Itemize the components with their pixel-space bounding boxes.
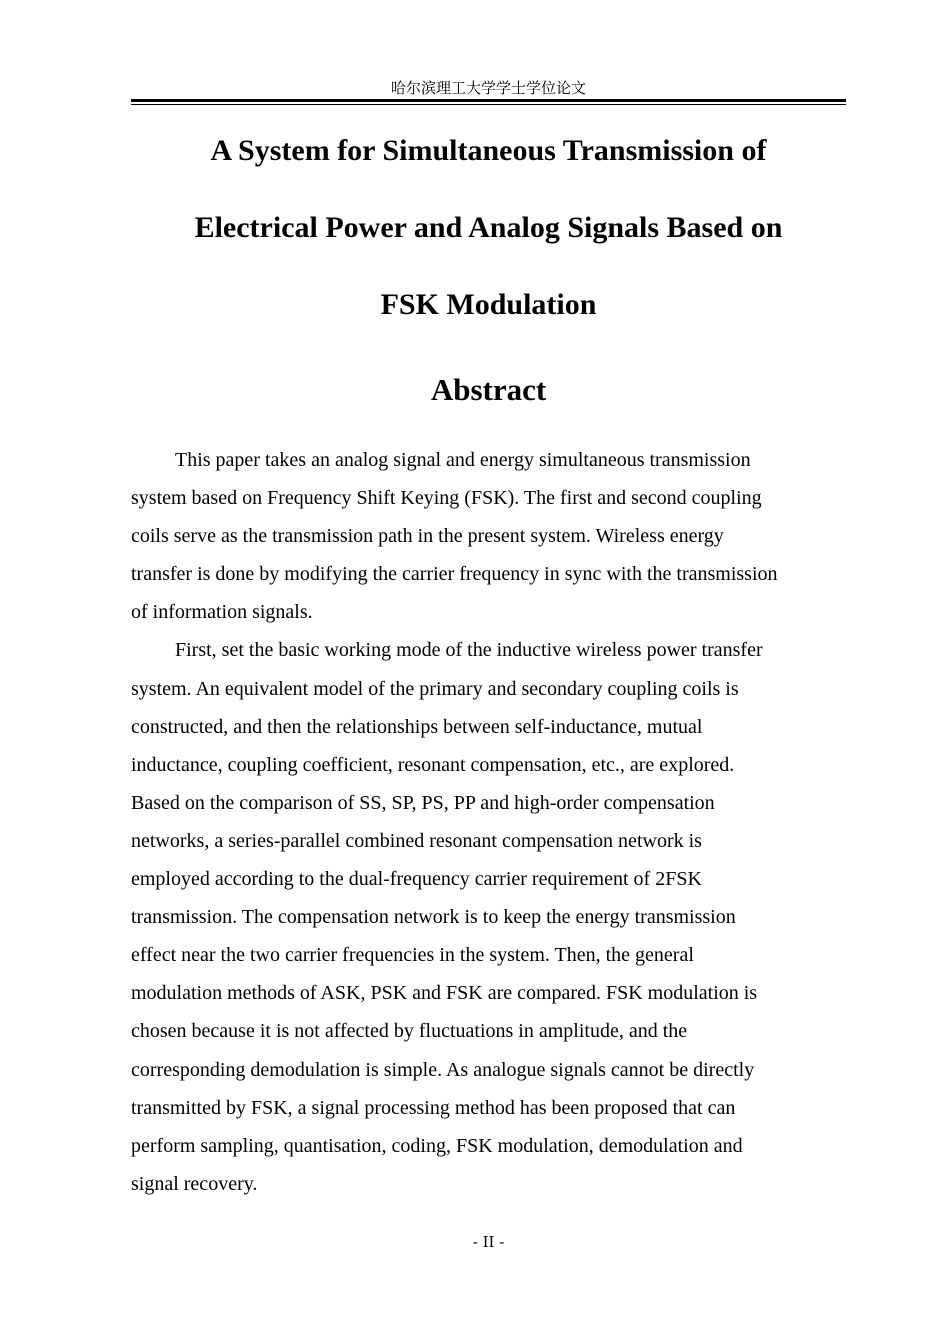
text-line: coils serve as the transmission path in the present system. Wireless energy — [131, 525, 724, 548]
text-line: chosen because it is not affected by fluctuations in amplitude, and the — [131, 1020, 688, 1043]
text-line: corresponding demodulation is simple. As analogue signals cannot be directly — [131, 1058, 755, 1081]
text-line: perform sampling, quantisation, coding, FSK modulation, demodulation and — [131, 1134, 743, 1157]
text-line: inductance, coupling coefficient, resonant compensation, etc., are explored. — [131, 753, 735, 776]
abstract-paragraph-2 — [131, 631, 846, 1202]
text-line: First, set the basic working mode of the inductive wireless power transfer — [175, 639, 763, 662]
text-line: Based on the comparison of SS, SP, PS, PP and high-order compensation — [131, 791, 715, 814]
text-line: This paper takes an analog signal and energy simultaneous transmission — [175, 449, 751, 471]
header-rule-thin — [131, 104, 846, 105]
text-line: networks, a series-parallel combined resonant compensation network is — [131, 829, 702, 852]
page-number: - II - — [472, 1233, 505, 1251]
title-line: FSK Modulation — [380, 288, 597, 321]
text-line: system. An equivalent model of the primary and secondary coupling coils is — [131, 677, 739, 700]
text-line: effect near the two carrier frequencies in the system. Then, the general — [131, 944, 694, 967]
title-line: Electrical Power and Analog Signals Based on — [194, 211, 783, 244]
header-rule-thick — [131, 99, 846, 102]
text-line: constructed, and then the relationships between self-inductance, mutual — [131, 715, 703, 738]
text-line: of information signals. — [131, 601, 313, 624]
text-line: transmission. The compensation network is to keep the energy transmission — [131, 906, 736, 929]
text-line: transmitted by FSK, a signal processing method has been proposed that can — [131, 1096, 736, 1119]
text-line: modulation methods of ASK, PSK and FSK are compared. FSK modulation is — [131, 982, 758, 1005]
text-line: transfer is done by modifying the carrier frequency in sync with the transmission — [131, 563, 778, 586]
abstract-paragraph-1 — [131, 441, 846, 631]
abstract-heading: Abstract — [430, 372, 547, 407]
text-line: system based on Frequency Shift Keying (FSK). The first and second coupling — [131, 487, 762, 510]
paper-title — [131, 126, 846, 357]
title-line: A System for Simultaneous Transmission of — [210, 134, 767, 167]
abstract-body — [131, 441, 846, 1203]
text-line: employed according to the dual-frequency carrier requirement of 2FSK — [131, 868, 702, 891]
running-header: 哈尔滨理工大学学士学位论文 — [390, 79, 586, 97]
text-line: signal recovery. — [131, 1172, 258, 1195]
